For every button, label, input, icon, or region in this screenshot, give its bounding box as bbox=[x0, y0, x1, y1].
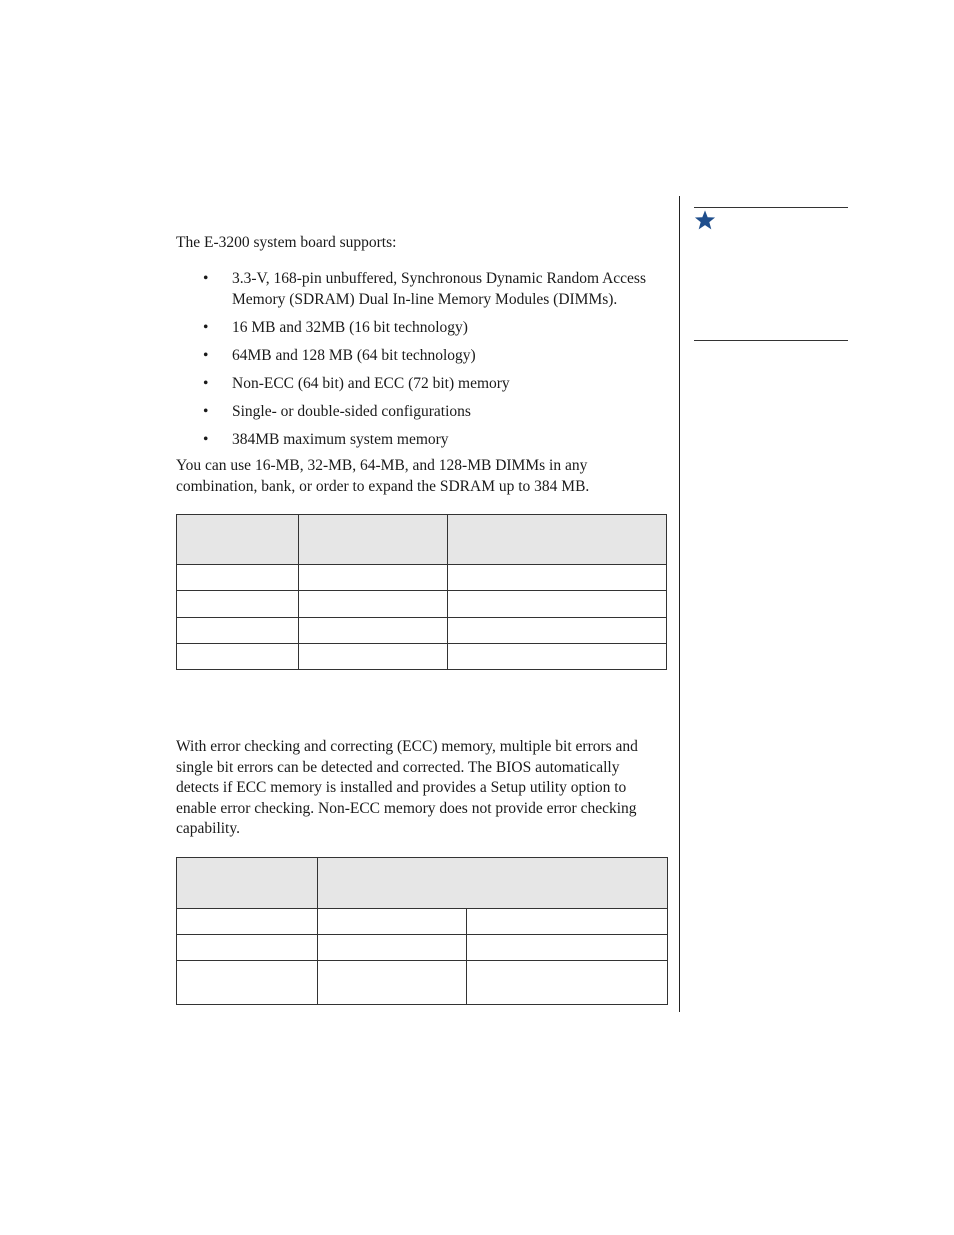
table-cell bbox=[299, 591, 448, 618]
list-item-text: 3.3-V, 168-pin unbuffered, Synchronous Dynamic Random Access Memory (SDRAM) Dual In-line Memory Modules (DIMMs). bbox=[232, 270, 646, 308]
table-cell bbox=[177, 591, 299, 618]
table-cell bbox=[448, 591, 667, 618]
table-cell bbox=[299, 565, 448, 591]
table-row bbox=[177, 909, 668, 935]
table-header-cell bbox=[177, 858, 318, 909]
ecc-table bbox=[176, 857, 668, 1005]
table-row bbox=[177, 935, 668, 961]
table-cell bbox=[177, 618, 299, 644]
table-cell bbox=[177, 909, 318, 935]
list-item-text: 64MB and 128 MB (64 bit technology) bbox=[232, 346, 476, 364]
memory-config-table bbox=[176, 514, 667, 670]
bullet-icon: • bbox=[203, 402, 209, 420]
list-item-text: 384MB maximum system memory bbox=[232, 430, 449, 448]
table-header-cell bbox=[448, 515, 667, 565]
table-row bbox=[177, 591, 667, 618]
table-cell bbox=[177, 961, 318, 1005]
list-item-text: 16 MB and 32MB (16 bit technology) bbox=[232, 318, 468, 336]
list-item bbox=[176, 430, 666, 451]
list-item bbox=[176, 318, 666, 339]
table-cell bbox=[177, 644, 299, 670]
table-row bbox=[177, 565, 667, 591]
table-header-cell bbox=[177, 515, 299, 565]
table-row bbox=[177, 644, 667, 670]
list-item bbox=[176, 346, 666, 367]
table-cell bbox=[467, 935, 668, 961]
table-cell bbox=[299, 644, 448, 670]
table-header-cell bbox=[299, 515, 448, 565]
list-item-text: Single- or double-sided configurations bbox=[232, 402, 471, 420]
ecc-paragraph: With error checking and correcting (ECC) memory, multiple bit errors and single bit errors can be detected and corrected. The BIOS automatically detects if ECC memory is installed and provides a Setup utility option to enable error checking. Non-ECC memory does not provide error checking capability. bbox=[176, 738, 638, 837]
dimm-paragraph: You can use 16-MB, 32-MB, 64-MB, and 128-MB DIMMs in any combination, bank, or order to expand the SDRAM up to 384 MB. bbox=[176, 457, 590, 495]
table-cell bbox=[448, 644, 667, 670]
list-item-text: Non-ECC (64 bit) and ECC (72 bit) memory bbox=[232, 374, 510, 392]
table-cell bbox=[448, 618, 667, 644]
table-header-cell bbox=[318, 858, 668, 909]
list-item bbox=[176, 269, 666, 310]
table-cell bbox=[318, 909, 467, 935]
sidenote-box bbox=[694, 207, 848, 341]
table-cell bbox=[318, 935, 467, 961]
bullet-icon: • bbox=[203, 346, 209, 364]
table-cell bbox=[299, 618, 448, 644]
table-cell bbox=[467, 961, 668, 1005]
table-cell bbox=[318, 961, 467, 1005]
margin-divider bbox=[679, 196, 680, 1012]
bullet-icon: • bbox=[203, 270, 209, 287]
bullet-icon: • bbox=[203, 374, 209, 392]
bullet-icon: • bbox=[203, 430, 209, 448]
intro-text: The E-3200 system board supports: bbox=[176, 234, 397, 251]
table-header-row bbox=[177, 858, 668, 909]
table-cell bbox=[467, 909, 668, 935]
table-cell bbox=[177, 935, 318, 961]
table-row bbox=[177, 961, 668, 1005]
table-cell bbox=[177, 565, 299, 591]
list-item bbox=[176, 374, 666, 395]
feature-list bbox=[176, 269, 666, 458]
list-item bbox=[176, 402, 666, 423]
star-icon bbox=[694, 209, 716, 231]
table-row bbox=[177, 618, 667, 644]
table-header-row bbox=[177, 515, 667, 565]
table-cell bbox=[448, 565, 667, 591]
bullet-icon: • bbox=[203, 318, 209, 336]
